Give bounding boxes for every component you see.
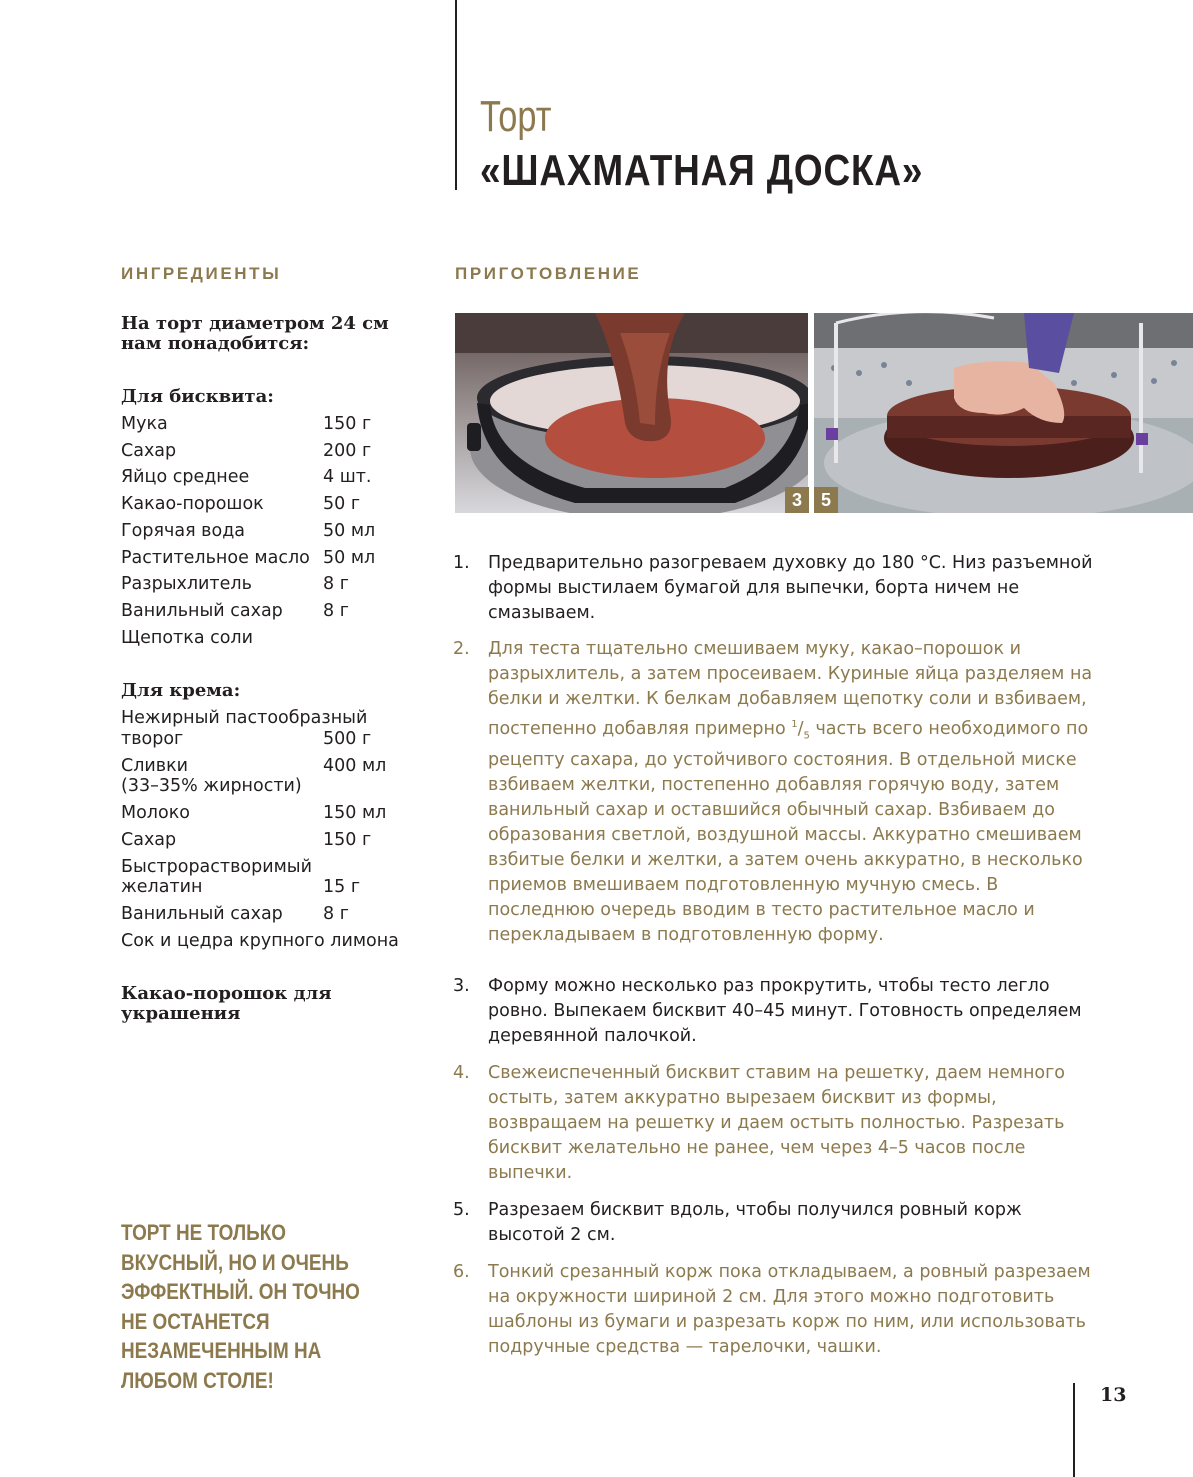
ingredient-amount: 150 г xyxy=(323,414,372,434)
ingredient-name: Какао-порошок xyxy=(121,494,264,514)
title-line-1: Торт xyxy=(480,92,552,141)
pull-quote: ТОРТ НЕ ТОЛЬКО ВКУСНЫЙ, НО И ОЧЕНЬ ЭФФЕКТНЫЙ. ОН ТОЧНО НЕ ОСТАНЕТСЯ НЕЗАМЕЧЕННЫМ НА ЛЮБОМ СТОЛЕ! xyxy=(121,1220,360,1393)
step-number: 3. xyxy=(453,976,470,996)
step-number: 2. xyxy=(453,639,470,659)
step-number: 1. xyxy=(453,553,470,573)
ingredient-amount: 150 мл xyxy=(323,803,387,823)
ingredient-amount: 8 г xyxy=(323,574,349,594)
ingredient-amount: 50 мл xyxy=(323,548,376,568)
ingredient-amount: 50 мл xyxy=(323,521,376,541)
step-text: Форму можно несколько раз прокрутить, чтобы тесто легло ровно. Выпекаем бисквит 40–45 минут. Готовность определяем деревянной палочкой. xyxy=(488,976,1082,1046)
step-number: 6. xyxy=(453,1262,470,1282)
photo-cutting-sponge xyxy=(814,313,1193,513)
ingredient-name: Ванильный сахар xyxy=(121,601,283,621)
page-number: 13 xyxy=(1100,1384,1127,1406)
ingredient-name-cont: творог xyxy=(121,729,184,749)
sponge-heading: Для бисквита: xyxy=(121,386,274,407)
fraction-denominator: 5 xyxy=(803,730,810,742)
ingredient-name: Разрыхлитель xyxy=(121,574,252,594)
ingredient-amount: 8 г xyxy=(323,904,349,924)
step-text: Для теста тщательно смешиваем муку, какао–порошок и разрыхлитель, а затем просеиваем. Куриные яйца разделяем на белки и желтки. К белкам добавляем щепотку соли и взбиваем, постепенно добавляя примерно $^1/_5$ часть всего необходимого по рецепту сахара, до устойчивого состояния. В отдельной миске взбиваем желтки, постепенно добавляя горячую воду, затем ванильный сахар и оставшийся обычный сахар. Взбиваем до образования светлой, воздушной массы. Аккуратно смешиваем взбитые белки и желтки, а затем очень аккуратно, в несколько приемов вмешиваем подготовленную мучную смесь. В последнюю очередь вводим в тесто растительное масло и перекладываем в подготовленную форму. xyxy=(488,639,1093,946)
ingredient-name: Ванильный сахар xyxy=(121,904,283,924)
preparation-heading: ПРИГОТОВЛЕНИЕ xyxy=(455,264,642,283)
ingredient-amount: 50 г xyxy=(323,494,361,514)
photo-badge-5: 5 xyxy=(814,487,838,513)
ingredient-amount: 400 мл xyxy=(323,756,387,776)
ingredient-name: Щепотка соли xyxy=(121,628,253,648)
ingredient-name: Растительное масло xyxy=(121,548,310,568)
fraction-numerator: 1 xyxy=(791,719,798,730)
step-text: Тонкий срезанный корж пока откладываем, а ровный разрезаем на окружности шириной 2 см. Для этого можно подготовить шаблоны из бумаги и разрезать корж по ним, или использовать подручные средства — тарелочки, чашки. xyxy=(488,1262,1091,1357)
photo-pouring-batter xyxy=(455,313,808,513)
photo-badge-3: 3 xyxy=(785,487,809,513)
ingredient-name: Молоко xyxy=(121,803,190,823)
step-text: Разрезаем бисквит вдоль, чтобы получился ровный корж высотой 2 см. xyxy=(488,1200,1022,1245)
ingredient-amount: 15 г xyxy=(323,877,361,897)
ingredient-name: Яйцо среднее xyxy=(121,467,250,487)
step-text: Свежеиспеченный бисквит ставим на решетку, даем немного остыть, затем аккуратно вырезаем бисквит из формы, возвращаем на решетку и даем остыть полностью. Разрезать бисквит желательно не ранее, чем через 4–5 часов после выпечки. xyxy=(488,1063,1066,1183)
ingredient-amount: 4 шт. xyxy=(323,467,372,487)
ingredient-name-cont: желатин xyxy=(121,877,203,897)
ingredient-name: Сок и цедра крупного лимона xyxy=(121,931,399,951)
ingredients-intro: На торт диаметром 24 см нам понадобится: xyxy=(121,313,389,354)
ingredient-name: Мука xyxy=(121,414,168,434)
step-text: Предварительно разогреваем духовку до 180 °C. Низ разъемной формы выстилаем бумагой для выпечки, борта ничем не смазываем. xyxy=(488,553,1093,623)
fraction-slash: / xyxy=(797,718,804,739)
bottom-divider-line xyxy=(1073,1383,1075,1477)
ingredient-name: Сахар xyxy=(121,441,177,461)
decor-note: Какао-порошок для украшения xyxy=(121,983,332,1024)
cream-heading: Для крема: xyxy=(121,680,241,701)
ingredients-heading: ИНГРЕДИЕНТЫ xyxy=(121,264,282,283)
ingredient-name: Сливки xyxy=(121,756,189,776)
ingredient-amount: 200 г xyxy=(323,441,372,461)
step-number: 4. xyxy=(453,1063,470,1083)
title-line-2: «ШАХМАТНАЯ ДОСКА» xyxy=(480,146,924,195)
ingredient-name: Сахар xyxy=(121,830,177,850)
ingredient-name: Быстрорастворимый xyxy=(121,857,312,877)
step-number: 5. xyxy=(453,1200,470,1220)
ingredient-name: Горячая вода xyxy=(121,521,246,541)
ingredient-amount: 150 г xyxy=(323,830,372,850)
ingredient-amount: 500 г xyxy=(323,729,372,749)
ingredient-name: Нежирный пастообразный xyxy=(121,708,368,728)
ingredient-amount: 8 г xyxy=(323,601,349,621)
top-divider-line xyxy=(455,0,457,190)
ingredient-name-cont: (33–35% жирности) xyxy=(121,776,302,796)
